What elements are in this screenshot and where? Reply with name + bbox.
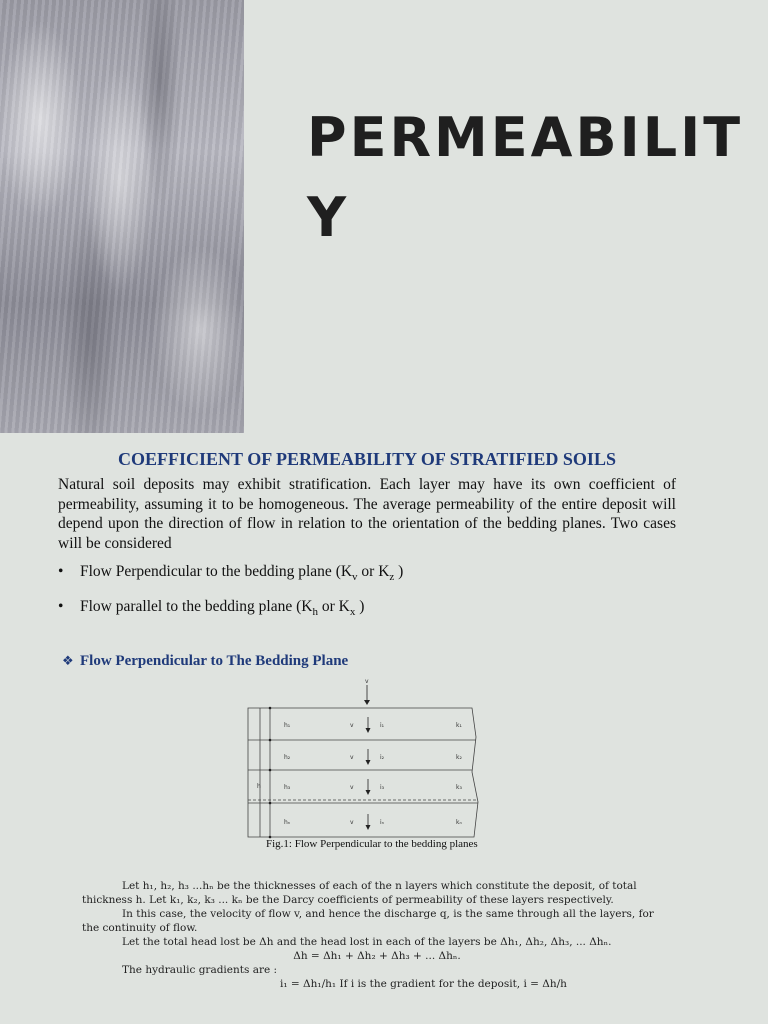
derivation-line: In this case, the velocity of flow v, and hence the discharge q, is the same through all the layers, for the continuity of flow.: [82, 908, 654, 934]
bullet-item: • Flow parallel to the bedding plane ($K_h$ or $K_x$ ): [58, 598, 365, 618]
layer-v-label: v: [350, 819, 354, 826]
deposit-outline: [248, 708, 478, 837]
flow-arrow-icon: [366, 790, 371, 795]
layer-i-label: iₙ: [380, 819, 385, 826]
flow-arrow-icon: [366, 760, 371, 765]
subsection-heading: ❖ Flow Perpendicular to The Bedding Plane: [62, 653, 349, 669]
derivation-text: [82, 879, 672, 991]
bullet-dot-icon: •: [58, 598, 64, 615]
derivation-line: The hydraulic gradients are :: [122, 964, 278, 976]
bullet-item: • Flow Perpendicular to the bedding plane ($K_v$ or $K_z$ ): [58, 563, 404, 583]
layer-i-label: i₂: [380, 754, 385, 761]
bullet-dot-icon: •: [58, 563, 64, 580]
section-heading: COEFFICIENT OF PERMEABILITY OF STRATIFIED SOILS: [118, 449, 616, 469]
layer-h-label: h₃: [284, 784, 291, 791]
layer-i-label: i₁: [380, 722, 385, 729]
slide-title: PERMEABILITY: [307, 106, 744, 249]
document-section: [0, 433, 768, 1024]
total-thickness-label: h: [257, 783, 261, 790]
flow-arrow-icon: [366, 825, 371, 830]
layer-k-label: k₃: [456, 784, 462, 791]
figure-top-label: v: [365, 678, 369, 685]
layer-h-label: hₙ: [284, 819, 291, 826]
diamond-bullet-icon: ❖: [62, 654, 74, 669]
layer-h-label: h₁: [284, 722, 291, 729]
layer-k-label: kₙ: [456, 819, 462, 826]
title-slide: [0, 0, 768, 433]
layer-v-label: v: [350, 722, 354, 729]
flow-arrow-icon: [366, 728, 371, 733]
layer-v-label: v: [350, 754, 354, 761]
stratified-layers-figure: [240, 677, 504, 842]
derivation-line: Let h₁, h₂, h₃ ...hₙ be the thicknesses of each of the n layers which constitute the deposit, of total thickness h. Let k₁, k₂, k₃ ... kₙ be the Darcy coefficients of permeability of these layers respectively.: [82, 880, 637, 906]
layer-k-label: k₂: [456, 754, 462, 761]
arrow-head-icon: [364, 700, 370, 705]
layer-k-label: k₁: [456, 722, 462, 729]
waterfall-image: [0, 0, 244, 433]
layer-i-label: i₃: [380, 784, 385, 791]
layer-v-label: v: [350, 784, 354, 791]
derivation-line: i₁ = Δh₁/h₁ If i is the gradient for the deposit, i = Δh/h: [280, 978, 567, 990]
figure-caption: Fig.1: Flow Perpendicular to the bedding planes: [266, 838, 478, 850]
equation: Δh = Δh₁ + Δh₂ + Δh₃ + ... Δhₙ.: [293, 950, 461, 962]
derivation-line: Let the total head lost be Δh and the head lost in each of the layers be Δh₁, Δh₂, Δh₃, ... Δhₙ.: [122, 936, 612, 948]
intro-paragraph: Natural soil deposits may exhibit stratification. Each layer may have its own coefficient of permeability, assuming it to be homogeneous. The average permeability of the entire deposit will depend upon the direction of flow in relation to the orientation of the bedding planes. Two cases will be considered: [58, 476, 676, 552]
layer-h-label: h₂: [284, 754, 291, 761]
